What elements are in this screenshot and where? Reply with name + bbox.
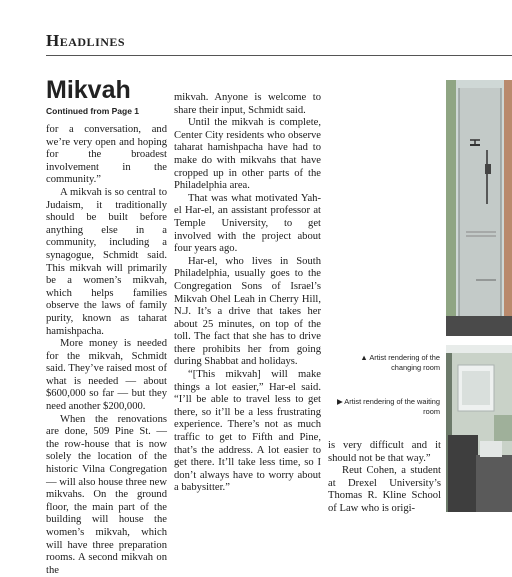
paragraph: When the renovations are done, 509 Pine St. — the row-house that is now solely the location of the historic Vilna Congregation — will also house three new mikvahs. On the ground floor, the main part of the building will house the women’s mikvah, which will have three preparation rooms. A second mikvah on the	[46, 413, 167, 576]
paragraph: for a conversation, and we’re very open and hoping for the broadest involvement in the community.”	[46, 124, 167, 186]
changing-room-rendering	[446, 80, 512, 336]
article-title: Mikvah	[46, 76, 131, 104]
article-column-1	[46, 124, 167, 577]
article-column-2	[174, 92, 321, 495]
paragraph: Reut Cohen, a student at Drexel University’s Thomas R. Kline School of Law who is origi-	[328, 465, 441, 514]
paragraph: “[This mikvah] will make things a lot easier,” Har-el said. “I’ll be able to travel less to get there, so it’ll be a less frustrating experience. There’s not as much traffic to get to Fifth and Pine, that’s the address. A lot easier to get there. It’ll take less time, so I don’t always have to worry about a babysitter.”	[174, 369, 321, 494]
continued-line: Continued from Page 1	[46, 106, 140, 116]
article-column-3	[328, 440, 441, 516]
caption-changing-room: ▲ Artist rendering of the changing room	[360, 353, 440, 372]
paragraph: is very difficult and it should not be that way.”	[328, 440, 441, 464]
paragraph: Har-el, who lives in South Philadelphia, usually goes to the Congregation Sons of Israel’s Mikvah Ohel Leah in Cherry Hill, N.J. It’s a drive that takes her about 25 minutes, on top of the toll. The fact that she has to drive there prohibits her from going during Shabbat and holidays.	[174, 255, 321, 368]
paragraph: A mikvah is so central to Judaism, it traditionally should be built before anything else in a community, including a synagogue, Schmidt said. This mikvah will primarily be a women’s mikvah, which helps families observe the laws of family purity, known as taharat hamishpacha.	[46, 186, 167, 337]
paragraph: That was what motivated Yah-el Har-el, an assistant professor at Temple University, to get involved with the project about four years ago.	[174, 192, 321, 255]
section-rule	[46, 55, 512, 56]
paragraph: mikvah. Anyone is welcome to share their input, Schmidt said.	[174, 92, 321, 116]
section-header: Headlines	[46, 31, 126, 50]
waiting-room-illustration	[446, 345, 512, 512]
paragraph: More money is needed for the mikvah, Schmidt said. They’ve raised most of what is needed — about $600,000 so far — but they need another $200,000.	[46, 338, 167, 413]
waiting-room-rendering	[446, 345, 512, 512]
paragraph: Until the mikvah is complete, Center City residents who observe taharat hamishpacha have had to make do with mikvahs that have cropped up in other parts of the Philadelphia area.	[174, 117, 321, 192]
caption-waiting-room: ▶ Artist rendering of the waiting room	[336, 397, 440, 416]
changing-room-illustration	[446, 80, 512, 336]
